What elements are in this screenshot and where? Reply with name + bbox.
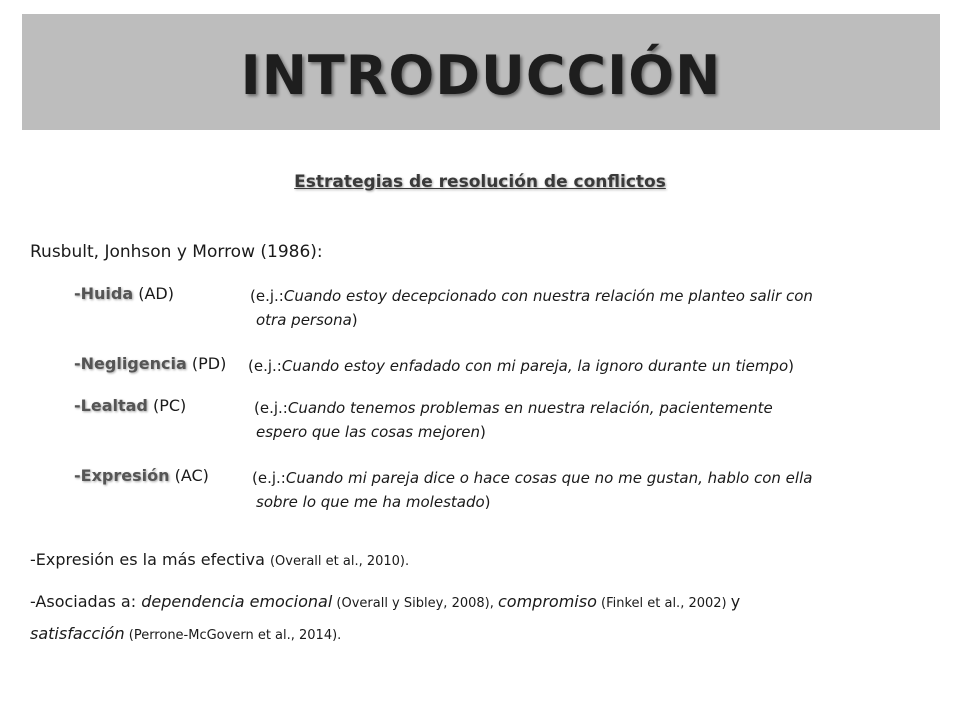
- strategy-example-line1: (e.j.:Cuando tenemos problemas en nuestra relación, pacientemente: [254, 399, 773, 417]
- strategy-example-line1: (e.j.:Cuando estoy enfadado con mi pareja, la ignoro durante un tiempo): [248, 357, 794, 375]
- strategy-name: -Huida: [74, 284, 134, 303]
- footer-effectiveness: -Expresión es la más efectiva (Overall et al., 2010).: [30, 550, 410, 569]
- strategy-name: -Expresión: [74, 466, 170, 485]
- strategy-term: [74, 466, 209, 485]
- citation: (Perrone-McGovern et al., 2014).: [124, 628, 342, 643]
- citation: (Overall et al., 2010).: [269, 554, 410, 569]
- footer-associations-line2: satisfacción (Perrone-McGovern et al., 2014).: [30, 624, 342, 643]
- strategy-code: (PD): [186, 354, 227, 373]
- strategy-example-line2: espero que las cosas mejoren): [256, 423, 486, 441]
- author-reference: Rusbult, Jonhson y Morrow (1986):: [30, 242, 323, 262]
- title-banner: [22, 14, 940, 130]
- strategy-code: (PC): [147, 396, 187, 415]
- strategy-term: [74, 284, 174, 303]
- strategy-term: [74, 396, 186, 415]
- strategy-term: [74, 354, 226, 373]
- strategy-name: -Lealtad: [74, 396, 148, 415]
- footer-associations: -Asociadas a: dependencia emocional (Overall y Sibley, 2008), compromiso (Finkel et al., 2002) y: [30, 592, 741, 611]
- citation: (Overall y Sibley, 2008),: [332, 596, 498, 611]
- strategy-code: (AD): [133, 284, 174, 303]
- strategy-example-line1: (e.j.:Cuando mi pareja dice o hace cosas que no me gustan, hablo con ella: [252, 469, 813, 487]
- citation: (Finkel et al., 2002): [596, 596, 731, 611]
- section-subtitle: Estrategias de resolución de conflictos: [294, 172, 666, 192]
- strategy-example-line1: (e.j.:Cuando estoy decepcionado con nuestra relación me planteo salir con: [250, 287, 813, 305]
- strategy-code: (AC): [169, 466, 209, 485]
- strategy-example-line2: sobre lo que me ha molestado): [256, 493, 491, 511]
- strategy-example-line2: otra persona): [256, 311, 358, 329]
- slide-title: INTRODUCCIÓN: [240, 44, 722, 107]
- strategy-name: -Negligencia: [74, 354, 187, 373]
